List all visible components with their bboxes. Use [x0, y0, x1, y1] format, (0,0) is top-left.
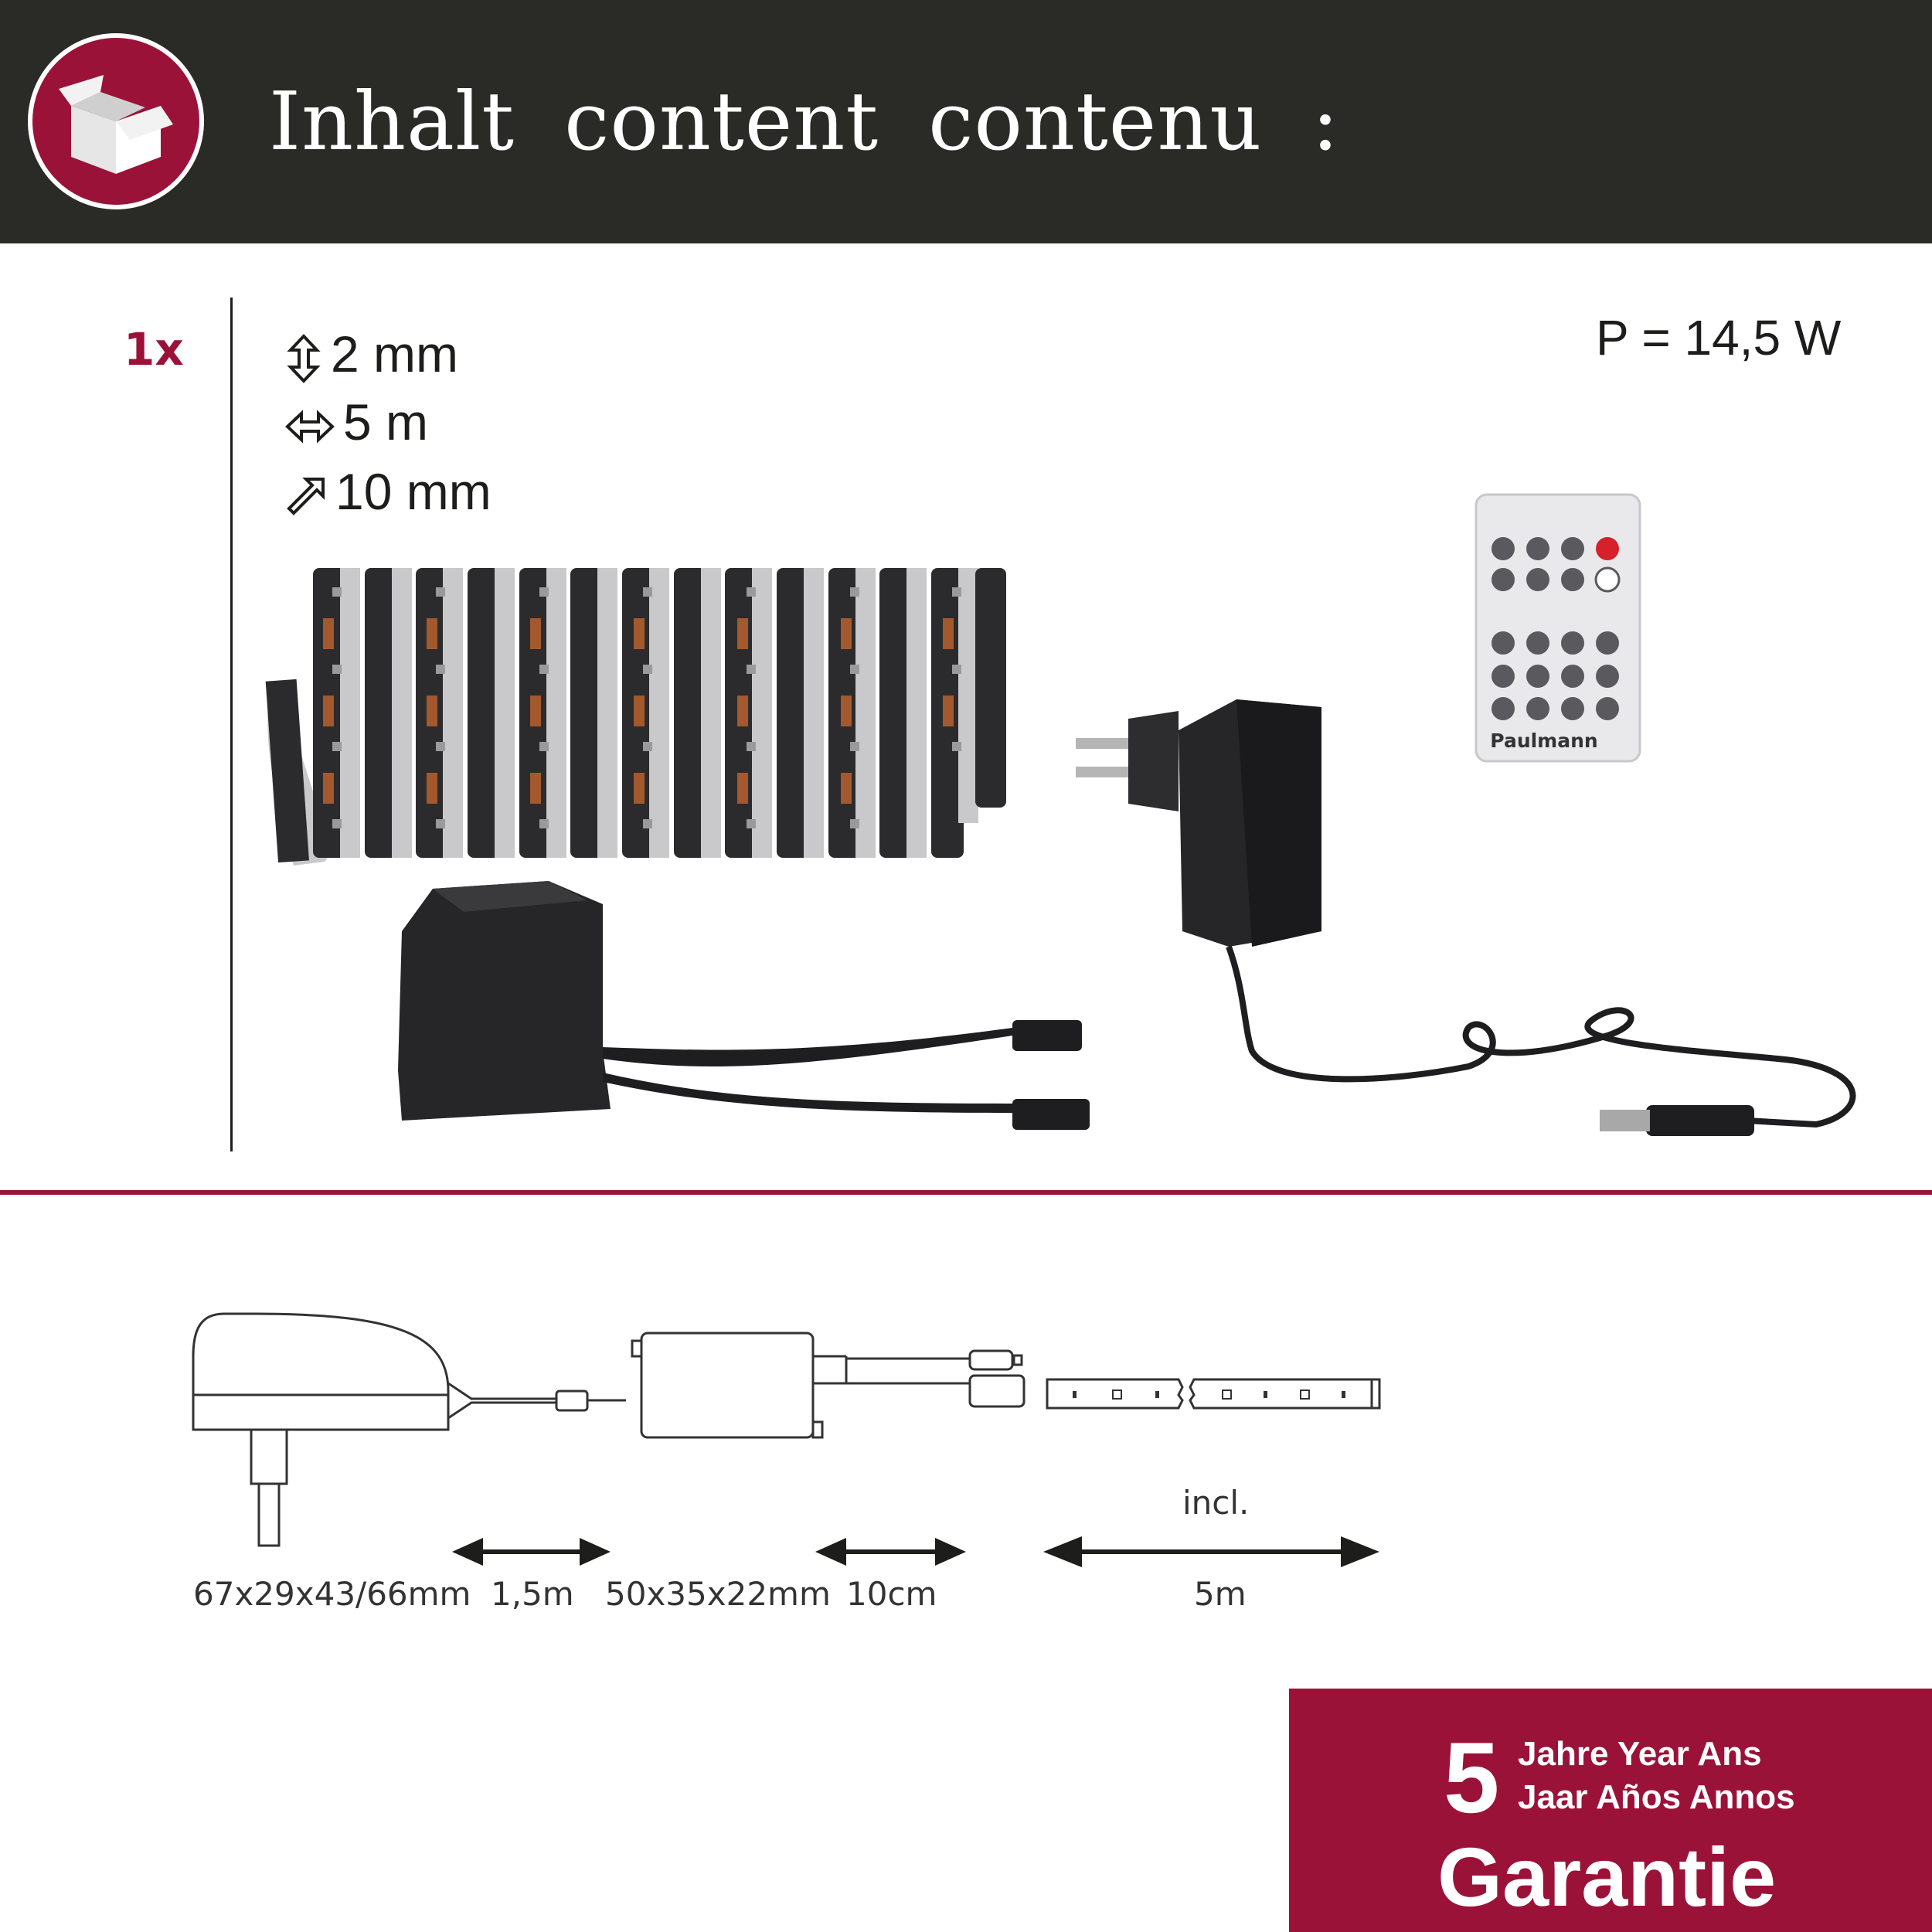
- spec-height-value: 2 mm: [331, 325, 458, 383]
- section-divider: [0, 1190, 1932, 1195]
- controller-image: [398, 881, 1090, 1130]
- spec-width-value: 5 m: [343, 393, 429, 451]
- controller-dimension-label: 50x35x22mm: [605, 1575, 831, 1613]
- remote-control-image: [1476, 495, 1640, 761]
- guarantee-years: 5: [1444, 1721, 1500, 1834]
- included-label: incl.: [1182, 1484, 1250, 1522]
- page-title: Inhalt content contenu :: [269, 74, 1340, 168]
- spec-diagonal-value: 10 mm: [335, 463, 492, 520]
- power-rating: P = 14,5 W: [1596, 310, 1842, 366]
- strip-drawing: [1047, 1379, 1379, 1408]
- cable-length-label: 1,5m: [491, 1575, 574, 1613]
- guarantee-line-1: Jahre Year Ans: [1518, 1735, 1762, 1773]
- dimension-arrows: [452, 1536, 1379, 1567]
- adapter-dimension-label: 67x29x43/66mm: [193, 1575, 471, 1613]
- power-adapter-image: [1076, 699, 1852, 1136]
- strip-length-label: 5m: [1194, 1575, 1247, 1613]
- guarantee-title: Garantie: [1437, 1830, 1777, 1923]
- guarantee-line-2: Jaar Años Annos: [1518, 1778, 1795, 1816]
- adapter-drawing: [193, 1314, 626, 1546]
- remote-brand-label: Paulmann: [1490, 730, 1598, 752]
- controller-drawing: [632, 1333, 1024, 1437]
- led-strip-image: [266, 568, 1006, 866]
- connector-length-label: 10cm: [846, 1575, 937, 1613]
- guarantee-badge: [1289, 1689, 1932, 1932]
- quantity-label: 1x: [124, 323, 184, 376]
